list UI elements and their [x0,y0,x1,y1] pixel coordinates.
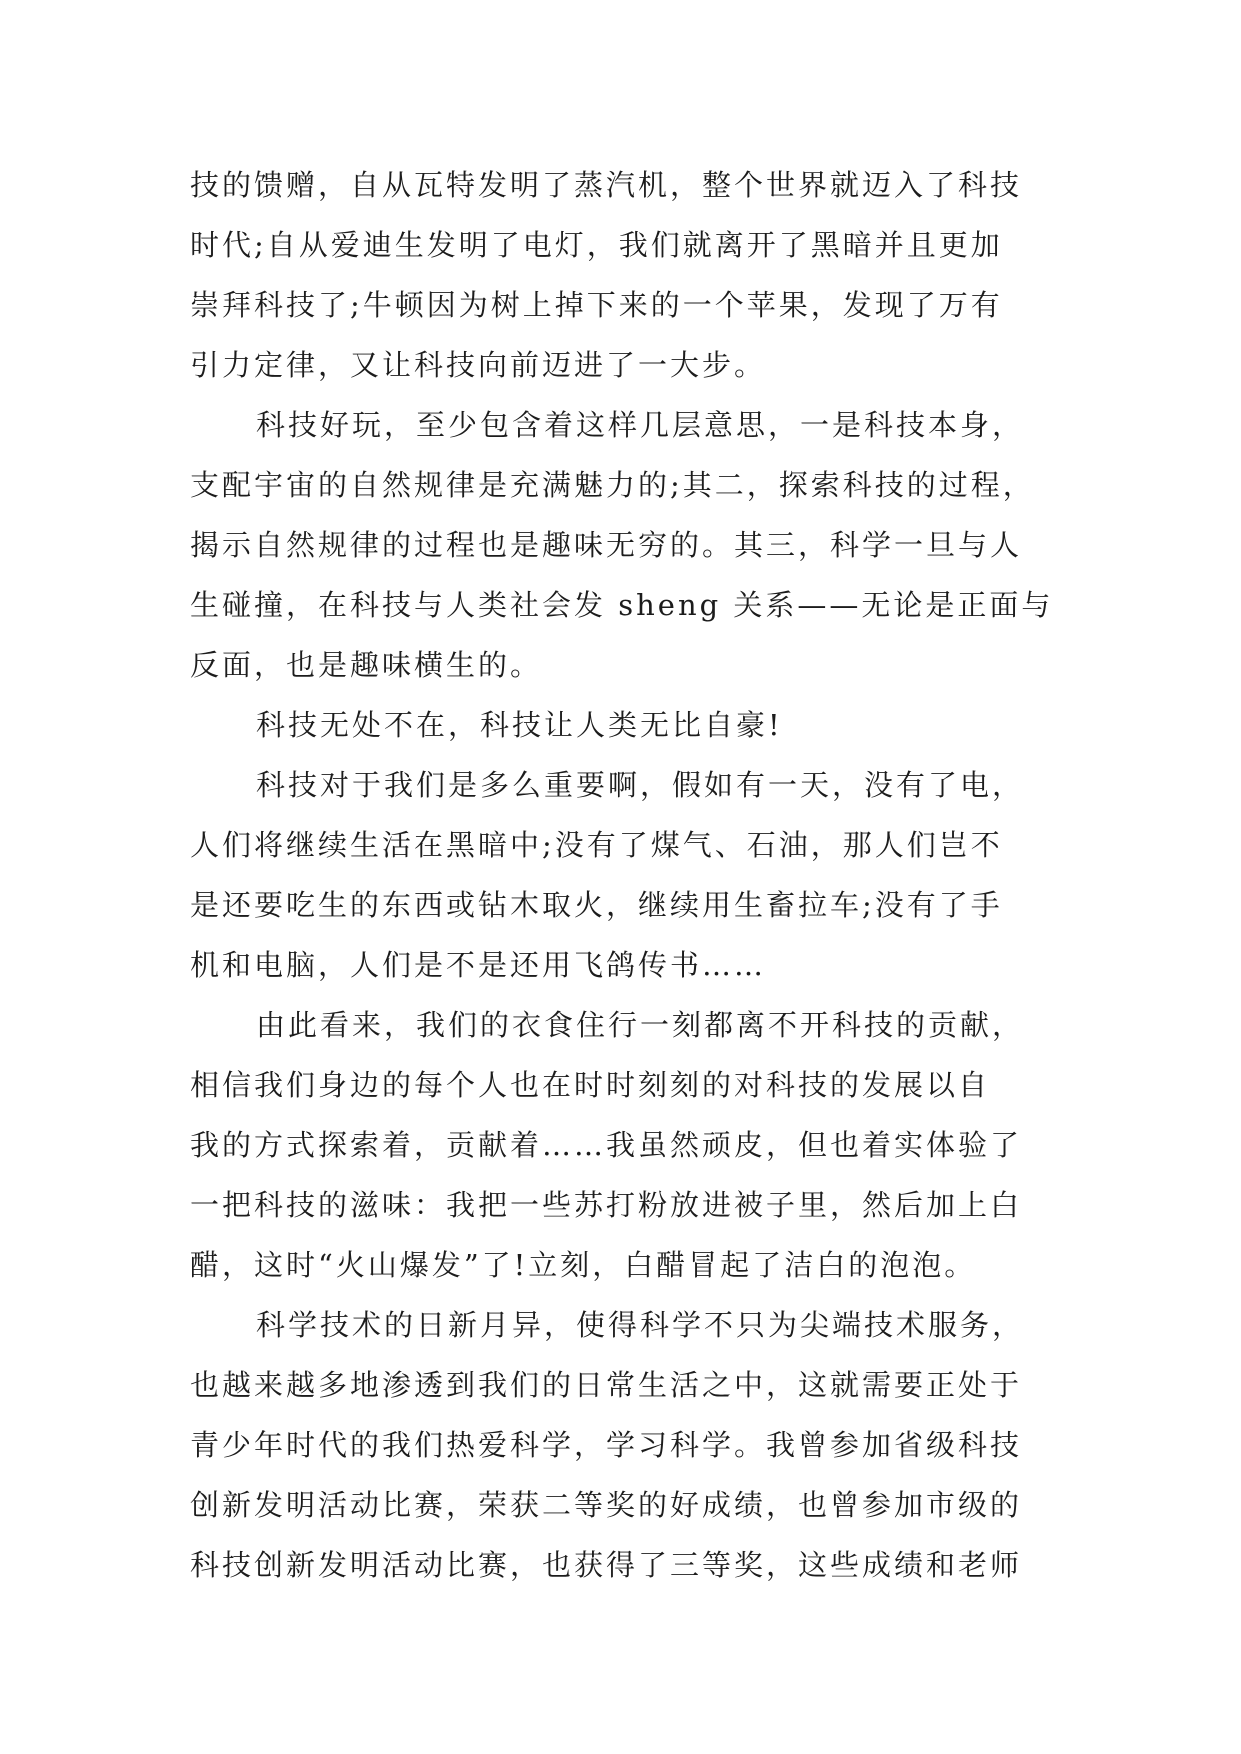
text-line: 也越来越多地渗透到我们的日常生活之中，这就需要正处于 [190,1368,1023,1402]
text-line: 相信我们身边的每个人也在时时刻刻的对科技的发展以自 [190,1068,991,1102]
text-line: 支配宇宙的自然规律是充满魅力的;其二，探索科技的过程， [190,468,1035,502]
paragraph-first-line: 科学技术的日新月异，使得科学不只为尖端技术服务， [256,1308,1025,1342]
text-line: 青少年时代的我们热爱科学，学习科学。我曾参加省级科技 [190,1428,1023,1462]
text-line: 揭示自然规律的过程也是趣味无穷的。其三，科学一旦与人 [190,528,1023,562]
text-line: 机和电脑，人们是不是还用飞鸽传书…… [190,948,767,982]
paragraph-first-line: 科技好玩，至少包含着这样几层意思，一是科技本身， [256,408,1025,442]
document-body [190,155,1060,1595]
text-line: 崇拜科技了;牛顿因为树上掉下来的一个苹果，发现了万有 [190,288,1003,322]
text-line: 一把科技的滋味：我把一些苏打粉放进被子里，然后加上白 [190,1188,1023,1222]
text-line: 人们将继续生活在黑暗中;没有了煤气、石油，那人们岂不 [190,828,1003,862]
text-line: 反面，也是趣味横生的。 [190,648,543,682]
text-line: 时代;自从爱迪生发明了电灯，我们就离开了黑暗并且更加 [190,228,1003,262]
text-line: 生碰撞，在科技与人类社会发 sheng 关系——无论是正面与 [190,588,1054,622]
text-line: 引力定律，又让科技向前迈进了一大步。 [190,348,767,382]
paragraph-first-line: 科技对于我们是多么重要啊，假如有一天，没有了电， [256,768,1025,802]
text-line: 技的馈赠，自从瓦特发明了蒸汽机，整个世界就迈入了科技 [190,168,1023,202]
paragraph-first-line: 由此看来，我们的衣食住行一刻都离不开科技的贡献， [256,1008,1025,1042]
text-line: 科技创新发明活动比赛，也获得了三等奖，这些成绩和老师 [190,1548,1023,1582]
text-line: 是还要吃生的东西或钻木取火，继续用生畜拉车;没有了手 [190,888,1003,922]
paragraph-first-line: 科技无处不在，科技让人类无比自豪! [256,708,783,742]
text-line: 我的方式探索着，贡献着……我虽然顽皮，但也着实体验了 [190,1128,1023,1162]
text-line: 创新发明活动比赛，荣获二等奖的好成绩，也曾参加市级的 [190,1488,1023,1522]
text-line: 醋，这时“火山爆发”了!立刻，白醋冒起了洁白的泡泡。 [190,1248,977,1282]
